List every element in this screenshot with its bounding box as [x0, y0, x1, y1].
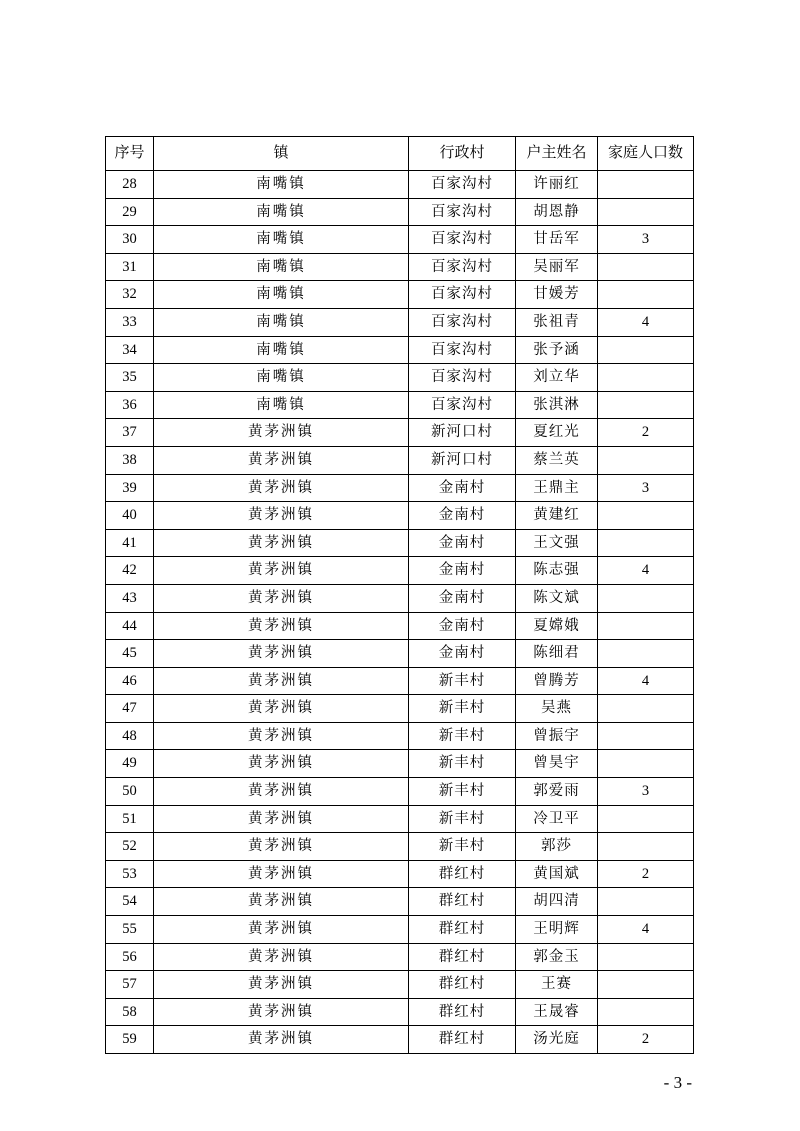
cell-village: 群红村	[409, 943, 516, 971]
cell-village: 金南村	[409, 584, 516, 612]
cell-village: 新河口村	[409, 446, 516, 474]
cell-town: 南嘴镇	[154, 253, 409, 281]
cell-householder-name: 蔡兰英	[516, 446, 598, 474]
table-row	[106, 308, 694, 336]
cell-householder-name: 黄国斌	[516, 860, 598, 888]
cell-sequence: 57	[106, 971, 154, 999]
cell-family-population	[598, 336, 694, 364]
cell-village: 百家沟村	[409, 391, 516, 419]
cell-family-population: 4	[598, 916, 694, 944]
cell-village: 新丰村	[409, 750, 516, 778]
cell-village: 新丰村	[409, 805, 516, 833]
cell-householder-name: 汤光庭	[516, 1026, 598, 1054]
cell-sequence: 35	[106, 364, 154, 392]
cell-village: 金南村	[409, 502, 516, 530]
page-number: - 3 -	[663, 1073, 692, 1092]
cell-town: 黄茅洲镇	[154, 778, 409, 806]
table-row	[106, 557, 694, 585]
cell-householder-name: 陈细君	[516, 640, 598, 668]
column-header-family-population: 家庭人口数	[598, 137, 694, 171]
cell-family-population	[598, 364, 694, 392]
cell-town: 南嘴镇	[154, 364, 409, 392]
table-row	[106, 446, 694, 474]
cell-sequence: 36	[106, 391, 154, 419]
cell-village: 群红村	[409, 998, 516, 1026]
cell-householder-name: 胡恩静	[516, 198, 598, 226]
cell-family-population	[598, 695, 694, 723]
table-row	[106, 336, 694, 364]
cell-householder-name: 张淇淋	[516, 391, 598, 419]
cell-householder-name: 王晟睿	[516, 998, 598, 1026]
cell-householder-name: 王明辉	[516, 916, 598, 944]
table-row	[106, 584, 694, 612]
cell-family-population: 3	[598, 226, 694, 254]
cell-family-population: 2	[598, 860, 694, 888]
column-header-householder-name: 户主姓名	[516, 137, 598, 171]
table-row	[106, 226, 694, 254]
cell-town: 黄茅洲镇	[154, 722, 409, 750]
cell-town: 黄茅洲镇	[154, 667, 409, 695]
cell-sequence: 41	[106, 529, 154, 557]
table-row	[106, 722, 694, 750]
cell-sequence: 33	[106, 308, 154, 336]
cell-family-population	[598, 502, 694, 530]
table-row	[106, 364, 694, 392]
cell-town: 黄茅洲镇	[154, 860, 409, 888]
cell-town: 黄茅洲镇	[154, 805, 409, 833]
cell-town: 黄茅洲镇	[154, 833, 409, 861]
cell-sequence: 44	[106, 612, 154, 640]
cell-family-population: 4	[598, 308, 694, 336]
cell-village: 群红村	[409, 1026, 516, 1054]
cell-householder-name: 曾振宇	[516, 722, 598, 750]
table-row	[106, 667, 694, 695]
cell-family-population	[598, 998, 694, 1026]
cell-family-population: 2	[598, 1026, 694, 1054]
table-row	[106, 833, 694, 861]
cell-householder-name: 郭金玉	[516, 943, 598, 971]
cell-family-population	[598, 171, 694, 199]
cell-sequence: 39	[106, 474, 154, 502]
table-row	[106, 281, 694, 309]
cell-sequence: 45	[106, 640, 154, 668]
table-row	[106, 612, 694, 640]
cell-town: 黄茅洲镇	[154, 1026, 409, 1054]
cell-town: 黄茅洲镇	[154, 943, 409, 971]
table-row	[106, 998, 694, 1026]
cell-sequence: 40	[106, 502, 154, 530]
cell-sequence: 42	[106, 557, 154, 585]
cell-family-population	[598, 833, 694, 861]
cell-town: 南嘴镇	[154, 281, 409, 309]
cell-town: 黄茅洲镇	[154, 502, 409, 530]
cell-town: 黄茅洲镇	[154, 446, 409, 474]
cell-village: 群红村	[409, 888, 516, 916]
cell-householder-name: 夏嫦娥	[516, 612, 598, 640]
cell-sequence: 30	[106, 226, 154, 254]
cell-sequence: 28	[106, 171, 154, 199]
table-row	[106, 253, 694, 281]
table-row	[106, 640, 694, 668]
cell-sequence: 34	[106, 336, 154, 364]
cell-family-population	[598, 971, 694, 999]
cell-sequence: 54	[106, 888, 154, 916]
cell-village: 百家沟村	[409, 336, 516, 364]
table-header	[106, 137, 694, 171]
cell-sequence: 32	[106, 281, 154, 309]
cell-family-population	[598, 446, 694, 474]
cell-sequence: 48	[106, 722, 154, 750]
cell-family-population: 3	[598, 778, 694, 806]
cell-town: 黄茅洲镇	[154, 557, 409, 585]
cell-sequence: 59	[106, 1026, 154, 1054]
cell-village: 百家沟村	[409, 226, 516, 254]
cell-village: 百家沟村	[409, 171, 516, 199]
cell-sequence: 31	[106, 253, 154, 281]
cell-village: 金南村	[409, 529, 516, 557]
cell-sequence: 56	[106, 943, 154, 971]
cell-sequence: 46	[106, 667, 154, 695]
table-row	[106, 750, 694, 778]
cell-village: 金南村	[409, 557, 516, 585]
household-roster-table	[105, 136, 694, 1054]
cell-village: 群红村	[409, 860, 516, 888]
table-row	[106, 474, 694, 502]
cell-sequence: 58	[106, 998, 154, 1026]
cell-village: 百家沟村	[409, 253, 516, 281]
cell-village: 百家沟村	[409, 308, 516, 336]
cell-village: 百家沟村	[409, 364, 516, 392]
cell-sequence: 43	[106, 584, 154, 612]
table-row	[106, 805, 694, 833]
cell-family-population	[598, 722, 694, 750]
cell-town: 南嘴镇	[154, 336, 409, 364]
cell-family-population	[598, 943, 694, 971]
table-row	[106, 971, 694, 999]
cell-town: 南嘴镇	[154, 308, 409, 336]
cell-town: 黄茅洲镇	[154, 474, 409, 502]
cell-householder-name: 曾腾芳	[516, 667, 598, 695]
cell-family-population	[598, 750, 694, 778]
cell-town: 南嘴镇	[154, 171, 409, 199]
cell-family-population	[598, 391, 694, 419]
cell-householder-name: 刘立华	[516, 364, 598, 392]
cell-householder-name: 王鼎主	[516, 474, 598, 502]
cell-householder-name: 吴燕	[516, 695, 598, 723]
cell-village: 金南村	[409, 612, 516, 640]
cell-town: 黄茅洲镇	[154, 998, 409, 1026]
table-body	[106, 171, 694, 1054]
cell-householder-name: 曾昊宇	[516, 750, 598, 778]
cell-householder-name: 胡四清	[516, 888, 598, 916]
table-row	[106, 860, 694, 888]
cell-town: 黄茅洲镇	[154, 640, 409, 668]
table-row	[106, 943, 694, 971]
column-header-town: 镇	[154, 137, 409, 171]
cell-family-population: 4	[598, 557, 694, 585]
cell-sequence: 37	[106, 419, 154, 447]
cell-sequence: 50	[106, 778, 154, 806]
table-row	[106, 1026, 694, 1054]
cell-sequence: 38	[106, 446, 154, 474]
cell-family-population	[598, 640, 694, 668]
cell-village: 新丰村	[409, 833, 516, 861]
cell-family-population: 2	[598, 419, 694, 447]
table-row	[106, 391, 694, 419]
cell-sequence: 53	[106, 860, 154, 888]
table-row	[106, 529, 694, 557]
cell-householder-name: 陈文斌	[516, 584, 598, 612]
table-row	[106, 502, 694, 530]
cell-village: 新丰村	[409, 778, 516, 806]
cell-village: 百家沟村	[409, 281, 516, 309]
cell-householder-name: 吴丽军	[516, 253, 598, 281]
cell-town: 黄茅洲镇	[154, 529, 409, 557]
cell-householder-name: 冷卫平	[516, 805, 598, 833]
cell-householder-name: 黄建红	[516, 502, 598, 530]
cell-sequence: 49	[106, 750, 154, 778]
column-header-sequence: 序号	[106, 137, 154, 171]
cell-village: 群红村	[409, 916, 516, 944]
cell-householder-name: 王赛	[516, 971, 598, 999]
cell-town: 黄茅洲镇	[154, 695, 409, 723]
cell-town: 南嘴镇	[154, 226, 409, 254]
cell-householder-name: 郭莎	[516, 833, 598, 861]
cell-sequence: 51	[106, 805, 154, 833]
cell-family-population	[598, 888, 694, 916]
cell-family-population	[598, 281, 694, 309]
cell-householder-name: 陈志强	[516, 557, 598, 585]
cell-village: 新丰村	[409, 722, 516, 750]
table-row	[106, 198, 694, 226]
cell-family-population: 4	[598, 667, 694, 695]
table-row	[106, 419, 694, 447]
cell-householder-name: 甘媛芳	[516, 281, 598, 309]
table-row	[106, 695, 694, 723]
table-row	[106, 778, 694, 806]
table-row	[106, 888, 694, 916]
cell-town: 黄茅洲镇	[154, 971, 409, 999]
cell-village: 新丰村	[409, 695, 516, 723]
cell-householder-name: 王文强	[516, 529, 598, 557]
cell-householder-name: 张祖青	[516, 308, 598, 336]
cell-village: 群红村	[409, 971, 516, 999]
cell-village: 新河口村	[409, 419, 516, 447]
cell-householder-name: 张予涵	[516, 336, 598, 364]
cell-sequence: 47	[106, 695, 154, 723]
cell-village: 金南村	[409, 640, 516, 668]
cell-family-population	[598, 198, 694, 226]
table-row	[106, 916, 694, 944]
cell-sequence: 29	[106, 198, 154, 226]
cell-village: 百家沟村	[409, 198, 516, 226]
cell-town: 黄茅洲镇	[154, 419, 409, 447]
cell-town: 黄茅洲镇	[154, 584, 409, 612]
cell-town: 黄茅洲镇	[154, 612, 409, 640]
cell-householder-name: 郭爱雨	[516, 778, 598, 806]
cell-town: 黄茅洲镇	[154, 888, 409, 916]
household-roster-table-wrapper	[105, 136, 693, 1054]
cell-village: 新丰村	[409, 667, 516, 695]
cell-sequence: 52	[106, 833, 154, 861]
cell-family-population	[598, 253, 694, 281]
cell-town: 南嘴镇	[154, 391, 409, 419]
cell-family-population: 3	[598, 474, 694, 502]
cell-householder-name: 许丽红	[516, 171, 598, 199]
cell-town: 南嘴镇	[154, 198, 409, 226]
cell-town: 黄茅洲镇	[154, 916, 409, 944]
cell-family-population	[598, 612, 694, 640]
cell-sequence: 55	[106, 916, 154, 944]
cell-family-population	[598, 529, 694, 557]
column-header-village: 行政村	[409, 137, 516, 171]
cell-town: 黄茅洲镇	[154, 750, 409, 778]
cell-family-population	[598, 805, 694, 833]
table-row	[106, 171, 694, 199]
cell-householder-name: 夏红光	[516, 419, 598, 447]
cell-householder-name: 甘岳军	[516, 226, 598, 254]
cell-village: 金南村	[409, 474, 516, 502]
cell-family-population	[598, 584, 694, 612]
table-header-row	[106, 137, 694, 171]
